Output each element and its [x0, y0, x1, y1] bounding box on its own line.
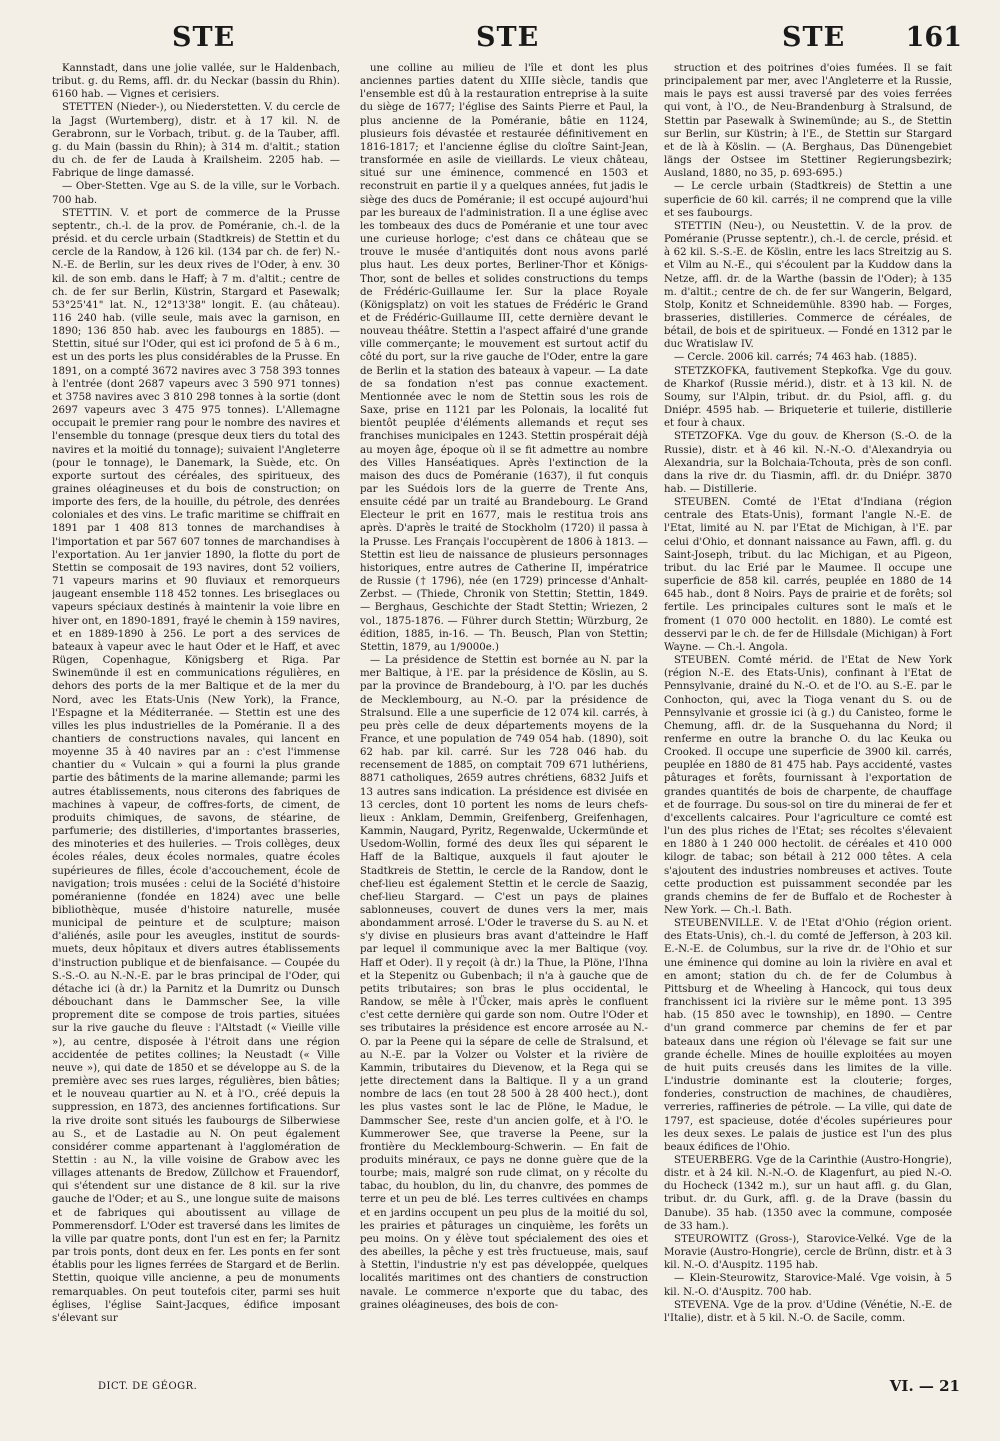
running-headword-left: STE [172, 22, 236, 53]
paragraph: — Klein-Steurowitz, Starovice-Malé. Vge voisin, à 5 kil. N.-O. d'Auspitz. 700 hab. [664, 1273, 952, 1298]
paragraph: — Ober-Stetten. Vge au S. de la ville, sur le Vorbach. 700 hab. [52, 181, 340, 206]
footer-volume-sheet: VI. — 21 [889, 1377, 960, 1395]
paragraph: — Cercle. 2006 kil. carrés; 74 463 hab. (1885). [674, 352, 917, 364]
paragraph: STEUBEN. Comté de l'Etat d'Indiana (région centrale des Etats-Unis), formant l'angle N.-E. de l'Etat, limité au N. par l'Etat de Michigan, à l'E. par celui d'Ohio, et donnant naissance au Fawn, affl. g. du Saint-Joseph, tribut. du lac Michigan, et au Pigeon, tribut. du lac Erié par le Maumee. Il occupe une superficie de 858 kil. carrés, peuplée en 1880 de 14 645 hab., dont 8 Noirs. Pays de prairie et de forêts; sol fertile. Les principales cultures sont le maïs et le froment (1 070 000 hectolit. en 1880). Le comté est desservi par le ch. de fer de Hillsdale (Michigan) à Fort Wayne. — Ch.-l. Angola. [664, 497, 952, 653]
running-headword-right: STE [782, 22, 846, 53]
paragraph: STETTIN. V. et port de commerce de la Prusse septentr., ch.-l. de la prov. de Poméranie, ch.-l. de la présid. et du cercle urbain (Stadtkreis) de Stettin et du cercle de la Randow, à 126 kil. (134 par ch. de fer) N.-N.-E. de Berlin, sur les deux rives de l'Oder, à env. 30 kil. de son emb. dans le Haff; à 7 m. d'altit.; centre de ch. de fer sur Berlin, Küstrin, Stargard et Pasewalk; 53°25'41" lat. N., 12°13'38" longit. E. (au château). 116 240 hab. (ville seule, mais avec la garnison, en 1890; 136 850 hab. avec les faubourgs en 1885). — Stettin, situé sur l'Oder, qui est ici profond de 5 à 6 m., est un des ports les plus considérables de la Prusse. En 1891, on a compté 3672 navires avec 3 758 393 tonnes à l'entrée (dont 2687 vapeurs avec 3 590 971 tonnes) et 3758 navires avec 3 810 298 tonnes à la sortie (dont 2697 vapeurs avec 3 475 975 tonnes). L'Allemagne occupait le premier rang pour le nombre des navires et l'ensemble du tonnage (presque deux tiers du total des navires et la moitié du tonnage); suivaient l'Angleterre (pour le tonnage), le Danemark, la Suède, etc. On exporte surtout des céréales, des spiritueux, des graines oléagineuses et du bois de construction; on importe des fers, de la houille, du pétrole, des denrées coloniales et des vins. Le trafic maritime se chiffrait en 1891 par 1 408 813 tonnes de marchandises à l'importation et par 567 607 tonnes de marchandises à l'exportation. Au 1er janvier 1890, la flotte du port de Stettin se composait de 193 navires, dont 52 voiliers, 71 vapeurs marins et 90 fluviaux et remorqueurs jaugeant ensemble 118 452 tonnes. Les briseglaces ou vapeurs spéciaux destinés à maintenir la voie libre en hiver ont, en 1890-1891, frayé le chemin à 159 navires, et en 1889-1890 à 256. Le port a des services de bateaux à vapeur avec le haut Oder et le Haff, et avec Rügen, Copenhague, Königsberg et Riga. Par Swinemünde il est en communications régulières, en dehors des ports de la mer Baltique et de la mer du Nord, avec les Etats-Unis (New York), la France, l'Espagne et la Méditerranée. — Stettin est une des villes les plus industrielles de la Poméranie. Il a des chantiers de constructions navales, qui lancent en moyenne 35 à 40 navires par an : c'est l'immense chantier du « Vulcain » qui a fourni la plus grande partie des bâtiments de la marine allemande; parmi les autres établissements, nous citerons des fabriques de machines à vapeur, de coffres-forts, de ciment, de produits chimiques, de savons, de stéarine, de parfumerie; des distilleries, d'importantes brasseries, des minoteries et des huileries. — Trois collèges, deux écoles réales, deux écoles normales, quatre écoles supérieures de filles, école d'accouchement, école de navigation; trois musées : celui de la Société d'histoire poméranienne (fondée en 1824) avec une belle bibliothèque, musée d'histoire naturelle, musée municipal de peinture et de sculpture; maison d'aliénés, asile pour les aveugles, institut de sourds-muets, deux hôpitaux et divers autres établissements d'instruction publique et de bienfaisance. — Coupée du S.-S.-O. au N.-N.-E. par le bras principal de l'Oder, qui détache ici (à dr.) la Parnitz et la Dumritz ou Dunsch débouchant dans le Dammscher See, la ville proprement dite se compose de trois parties, situées sur la rive gauche du fleuve : l'Altstadt (« Vieille ville »), au centre, disposée à l'étroit dans une région accidentée de petites collines; la Neustadt (« Ville neuve »), qui date de 1850 et se développe au S. de la première avec ses rues larges, régulières, bien bâties; et le nouveau quartier au N. et à l'O., créé depuis la suppression, en 1873, des anciennes fortifications. Sur la rive droite sont situés les faubourgs de Silberwiese au S., et de Lastadie au N. On peut également considérer comme appartenant à l'agglomération de Stettin : au N., la ville voisine de Grabow avec les villages attenants de Bredow, Züllchow et Frauendorf, qui s'étendent sur une distance de 8 kil. sur la rive gauche de l'Oder; et au S., une longue suite de maisons et de fabriques qui aboutissent au village de Pommerensdorf. L'Oder est traversé dans les limites de la ville par quatre ponts, dont l'un est en fer; la Parnitz par trois ponts, dont deux en fer. Les ponts en fer sont établis pour les lignes ferrées de Stargard et de Berlin. Stettin, quoique ville ancienne, a peu de monuments remarquables. On peut toutefois citer, parmi ses huit églises, l'église Saint-Jacques, édifice imposant s'élevant sur [52, 207, 340, 1324]
paragraph: STETZOFKA. Vge du gouv. de Kherson (S.-O. de la Russie), distr. et à 46 kil. N.-N.-O. d'Alexandryia ou Alexandria, sur la Bolchaia-Tchouta, près de son confl. dans la rive dr. du Tiasmin, affl. dr. du Dniépr. 3870 hab. — Distillerie. [664, 431, 952, 495]
paragraph: STEUERBERG. Vge de la Carinthie (Austro-Hongrie), distr. et à 24 kil. N.-N.-O. de Klagenfurt, au pied N.-O. du Hocheck (1342 m.), sur un haut affl. g. du Glan, tribut. dr. du Gurk, affl. g. de la Drave (bassin du Danube). 35 hab. (1350 avec la commune, composée de 33 ham.). [664, 1154, 952, 1232]
text-columns [52, 62, 967, 1382]
footer-signature: DICT. DE GÉOGR. [98, 1381, 198, 1392]
paragraph: une colline au milieu de l'île et dont les plus anciennes parties datent du XIIIe siècle, tandis que l'ensemble est dû à la restauration entreprise à la suite du siège de 1677; l'église des Saints Pierre et Paul, la plus ancienne de la Poméranie, bâtie en 1124, plusieurs fois dévastée et restaurée définitivement en 1816-1817; et l'ancienne église du cloître Saint-Jean, transformée en asile de vieillards. Le vieux château, situé sur une éminence, commencé en 1503 et reconstruit en partie il y a quelques années, fut jadis le siège des ducs de Poméranie; il est occupé aujourd'hui par les bureaux de l'administration. Il a une église avec les tombeaux des ducs de Poméranie et une tour avec une curieuse horloge; c'est dans ce château que se trouve le musée d'antiquités dont nous avons parlé plus haut. Les deux portes, Berliner-Thor et Königs-Thor, sont de belles et solides constructions du temps de Frédéric-Guillaume Ier. Sur la place Royale (Königsplatz) on voit les statues de Frédéric le Grand et de Frédéric-Guillaume III, cette dernière devant le nouveau théâtre. Stettin a l'aspect affairé d'une grande ville commerçante; le mouvement est surtout actif du côté du port, sur la rive gauche de l'Oder, entre la gare de Berlin et la station des bateaux à vapeur. — La date de sa fondation n'est pas connue exactement. Mentionnée avec le nom de Stettin sous les rois de Saxe, prise en 1121 par les Polonais, la localité fut bientôt peuplée d'éléments allemands et reçut ses franchises municipales en 1243. Stettin prospérait déjà au moyen âge, époque où il se fit admettre au nombre des Villes Hanséatiques. Après l'extinction de la maison des ducs de Poméranie (1637), il fut conquis par les Suédois lors de la guerre de Trente Ans, ensuite cédé par un traité au Brandebourg. Le Grand Electeur le prit en 1677, mais le restitua trois ans après. D'après le traité de Stockholm (1720) il passa à la Prusse. Les Français l'occupèrent de 1806 à 1813. — Stettin est lieu de naissance de plusieurs personnages historiques, entre autres de Catherine II, impératrice de Russie († 1796), née (en 1729) princesse d'Anhalt-Zerbst. — (Thiede, Chronik von Stettin; Stettin, 1849. — Berghaus, Geschichte der Stadt Stettin; Wriezen, 2 vol., 1875-1876. — Führer durch Stettin; Würzburg, 2e édition, 1885, in-16. — Th. Beusch, Plan von Stettin; Stettin, 1879, au 1/9000e.) [360, 63, 648, 653]
page-header [0, 22, 1000, 62]
paragraph: — La présidence de Stettin est bornée au N. par la mer Baltique, à l'E. par la présidence de Köslin, au S. par la province de Brandebourg, à l'O. par les duchés de Mecklembourg, au N.-O. par la présidence de Stralsund. Elle a une superficie de 12 074 kil. carrés, à peu près celle de deux départements moyens de la France, et une population de 749 054 hab. (1890), soit 62 hab. par kil. carré. Sur les 728 046 hab. du recensement de 1885, on comptait 709 671 luthériens, 8871 catholiques, 2659 autres chrétiens, 6832 Juifs et 13 autres sans indication. La présidence est divisée en 13 cercles, dont 10 portent les noms de leurs chefs-lieux : Anklam, Demmin, Greifenberg, Greifenhagen, Kammin, Naugard, Pyritz, Regenwalde, Uckermünde et Usedom-Wollin, formé des deux îles qui séparent le Haff de la Baltique, auxquels il faut ajouter le Stadtkreis de Stettin, le cercle de la Randow, dont le chef-lieu est également Stettin et le cercle de Saazig, chef-lieu Stargard. — C'est un pays de plaines sablonneuses, couvert de dunes vers la mer, mais abondamment arrosé. L'Oder le traverse du S. au N. et s'y divise en plusieurs bras avant d'atteindre le Haff par lequel il communique avec la mer Baltique (voy. Haff et Oder). Il y reçoit (à dr.) la Thue, la Plöne, l'Ihna et la Stepenitz ou Gubenbach; il n'a à gauche que de petits tributaires; son bras le plus occidental, le Randow, se mêle à l'Ücker, mais après le confluent c'est cette dernière qui garde son nom. Outre l'Oder et ses tributaires la présidence est encore arrosée au N.-O. par la Peene qui la sépare de celle de Stralsund, et au N.-E. par la Volzer ou Volster et la rivière de Kammin, tributaires du Dievenow, et la Rega qui se jette directement dans la Baltique. Il y a un grand nombre de lacs (en tout 28 500 à 28 400 hect.), dont les plus vastes sont le lac de Plöne, le Madue, le Dammscher See, reste d'un ancien golfe, et à l'O. le Kummerower See, que traverse la Peene, sur la frontière du Mecklembourg-Schwerin. — En fait de produits minéraux, ce pays ne donne guère que de la tourbe; mais, malgré son rude climat, on y récolte du tabac, du houblon, du lin, du chanvre, des pommes de terre et un peu de blé. Les terres cultivées en champs et en jardins occupent un peu plus de la moitié du sol, les prairies et pâturages un cinquième, les forêts un peu moins. On y élève tout spécialement des oies et des abeilles, la pêche y est très fructueuse, mais, sauf à Stettin, l'industrie n'y est pas développée, quelques localités maritimes ont des chantiers de construction navale. Le commerce n'exporte que du tabac, des graines oléagineuses, des bois de con- [360, 655, 648, 1311]
page-number: 161 [905, 22, 962, 53]
column-1 [52, 62, 340, 1382]
paragraph: struction et des poitrines d'oies fumées. Il se fait principalement par mer, avec l'Angleterre et la Russie, mais le pays est aussi traversé par des voies ferrées qui vont, à l'O., de Neu-Brandenburg à Stralsund, de Stettin par Pasewalk à Swinemünde; au S., de Stettin sur Berlin, sur Küstrin; à l'E., de Stettin sur Stargard et de là à Köslin. — (A. Berghaus, Das Dünengebiet längs der Ostsee im Stettiner Regierungsbezirk; Ausland, 1880, no 35, p. 693-695.) [664, 63, 952, 180]
paragraph: STEVENA. Vge de la prov. d'Udine (Vénétie, N.-E. de l'Italie), distr. et à 5 kil. N.-O. de Sacile, comm. [664, 1299, 952, 1324]
paragraph: STETTEN (Nieder-), ou Niederstetten. V. du cercle de la Jagst (Wurtemberg), distr. et à 17 kil. N. de Gerabronn, sur le Vorbach, tribut. g. de la Tauber, affl. g. du Main (bassin du Rhin); à 314 m. d'altit.; station du ch. de fer de Lauda à Krailsheim. 2205 hab. — Fabrique de linge damassé. [52, 102, 340, 180]
column-3 [664, 62, 952, 1382]
page-footer [0, 1377, 1000, 1401]
paragraph: STETZKOFKA, fautivement Stepkofka. Vge du gouv. de Kharkof (Russie mérid.), distr. et à 13 kil. N. de Soumy, sur l'Alpin, tribut. dr. du Psiol, affl. g. du Dniépr. 4595 hab. — Briqueterie et tuilerie, distillerie et four à chaux. [664, 365, 952, 430]
paragraph: — Le cercle urbain (Stadtkreis) de Stettin a une superficie de 60 kil. carrés; il ne comprend que la ville et ses faubourgs. [664, 181, 952, 219]
paragraph: Kannstadt, dans une jolie vallée, sur le Haldenbach, tribut. g. du Rems, affl. dr. du Neckar (bassin du Rhin). 6160 hab. — Vignes et cerisiers. [52, 63, 340, 101]
paragraph: STETTIN (Neu-), ou Neustettin. V. de la prov. de Poméranie (Prusse septentr.), ch.-l. de cercle, présid. et à 62 kil. S.-S.-E. de Köslin, entre les lacs Streitzig au S. et Vilm au N.-E., qui s'écoulent par la Kuddow dans la Netze, affl. dr. de la Warthe (bassin de l'Oder); à 135 m. d'altit.; centre de ch. de fer sur Wangerin, Belgard, Stolp, Konitz et Schneidemühle. 8390 hab. — Forges, brasseries, distilleries. Commerce de céréales, de bétail, de bois et de spiritueux. — Fondé en 1312 par le duc Wratislaw IV. [664, 220, 952, 351]
paragraph: STEUBEN. Comté mérid. de l'Etat de New York (région N.-E. des Etats-Unis), confinant à l'Etat de Pennsylvanie, drainé du N.-O. et de l'O. au S.-E. par le Conhocton, qui, avec la Tioga venant du S. ou de Pennsylvanie et grossie ici (à g.) du Canisteo, forme le Chemung, affl. dr. de la Susquehanna du Nord; il renferme en outre la branche O. du lac Keuka ou Crooked. Il occupe une superficie de 3900 kil. carrés, peuplée en 1880 de 81 475 hab. Pays accidenté, vastes pâturages et forêts, fournissant à l'exportation de grandes quantités de bois de charpente, de chauffage et de fourrage. Du sous-sol on tire du minerai de fer et d'excellents calcaires. Pour l'agriculture ce comté est l'un des plus riches de l'Etat; ses récoltes s'élevaient en 1880 à 1 240 000 hectolit. de céréales et 410 000 kilogr. de tabac; son bétail à 212 000 têtes. A cela s'ajoutent des industries nombreuses et actives. Toute cette production est puissamment secondée par les grands chemins de fer de Buffalo et de Rochester à New York. — Ch.-l. Bath. [664, 655, 952, 916]
paragraph: STEUBENVILLE. V. de l'Etat d'Ohio (région orient. des Etats-Unis), ch.-l. du comté de Jefferson, à 203 kil. E.-N.-E. de Columbus, sur la rive dr. de l'Ohio et sur une éminence qui domine au loin la rivière en aval et en amont; station du ch. de fer de Columbus à Pittsburg et de Wheeling à Hancock, qui tous deux franchissent ici la rivière sur le même pont. 13 395 hab. (15 850 avec le township), en 1890. — Centre d'un grand commerce par chemins de fer et par bateaux dans une région où l'élevage se fait sur une grande échelle. Mines de houille exploitées au moyen de huit puits creusés dans les limites de la ville. L'industrie dominante est la clouterie; forges, fonderies, construction de machines, de chaudières, verreries, raffineries de pétrole. — La ville, qui date de 1797, est spacieuse, dotée d'écoles supérieures pour les deux sexes. Le palais de justice est l'un des plus beaux édifices de l'Ohio. [664, 918, 952, 1153]
column-2 [360, 62, 648, 1382]
running-headword-center: STE [476, 22, 540, 53]
paragraph: STEUROWITZ (Gross-), Starovice-Velké. Vge de la Moravie (Austro-Hongrie), cercle de Brünn, distr. et à 3 kil. N.-O. d'Auspitz. 1195 hab. [664, 1233, 952, 1272]
